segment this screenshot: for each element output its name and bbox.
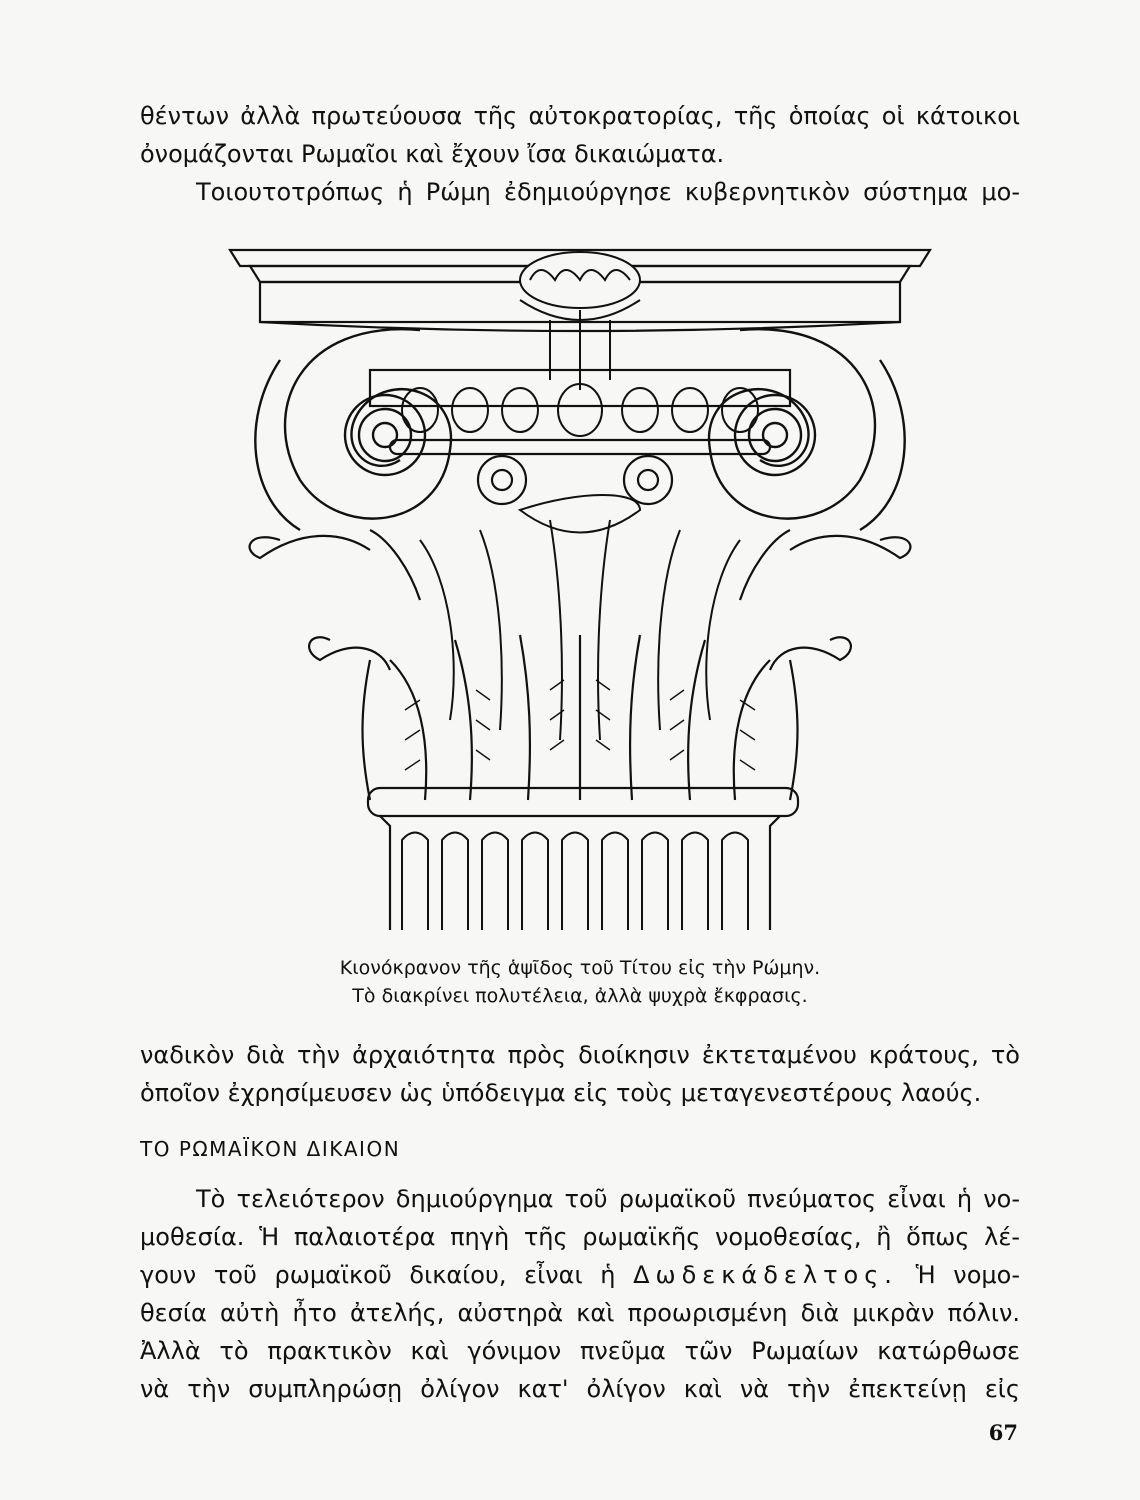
continuation-paragraph [140,1036,1020,1112]
emphasized-term: Δωδεκάδελτος. [633,1261,898,1289]
intro-paragraph [140,97,1020,211]
text-line: ὁποῖον ἐχρησίμευσεν ὡς ὑπόδειγμα εἰς τοὺς μεταγενεστέρους λαούς. [140,1079,982,1107]
page-number: 67 [988,1420,1018,1445]
text-line [140,1256,1020,1294]
text-line: Ἀλλὰ τὸ πρακτικὸν καὶ γόνιμον πνεῦμα τῶν Ρωμαίων κατώρθωσε [140,1337,1020,1365]
text-line: θέντων ἀλλὰ πρωτεύουσα τῆς αὐτοκρατορίας, τῆς ὁποίας οἱ κάτοικοι [140,102,1020,130]
text-line: νὰ τὴν συμπληρώσῃ ὀλίγον κατ' ὀλίγον καὶ νὰ τὴν ἐπεκτείνῃ εἰς [140,1375,1020,1403]
corinthian-capital-illustration [220,240,940,950]
text-line: μοθεσία. Ἡ παλαιοτέρα πηγὴ τῆς ρωμαϊκῆς νομοθεσίας, ἢ ὅπως λέ- [140,1223,1020,1251]
text-line: ναδικὸν διὰ τὴν ἀρχαιότητα πρὸς διοίκησιν ἐκτεταμένου κράτους, τὸ [140,1041,1020,1069]
figure-caption [200,954,960,1010]
caption-line: Κιονόκρανον τῆς ἁψῖδος τοῦ Τίτου εἰς τὴν Ρώμην. [339,957,821,979]
text-fragment: γουν τοῦ ρωμαϊκοῦ δικαίου, εἶναι ἡ [140,1261,616,1289]
text-fragment: Ἡ νομο- [915,1261,1020,1289]
section-heading: ΤΟ ΡΩΜΑΪΚΟΝ ΔΙΚΑΙΟΝ [140,1137,401,1161]
text-line: θεσία αὐτὴ ἦτο ἀτελής, αὐστηρὰ καὶ προωρισμένη διὰ μικρὰν πόλιν. [140,1299,1020,1327]
text-line: Τὸ τελειότερον δημιούργημα τοῦ ρωμαϊκοῦ πνεύματος εἶναι ἡ νο- [196,1185,1020,1213]
section-paragraph [140,1180,1020,1408]
text-line: Τοιουτοτρόπως ἡ Ρώμη ἐδημιούργησε κυβερνητικὸν σύστημα μο- [196,178,1020,206]
caption-line: Τὸ διακρίνει πολυτέλεια, ἀλλὰ ψυχρὰ ἔκφρασις. [352,985,808,1007]
text-line: ὀνομάζονται Ρωμαῖοι καὶ ἔχουν ἴσα δικαιώματα. [140,140,725,168]
